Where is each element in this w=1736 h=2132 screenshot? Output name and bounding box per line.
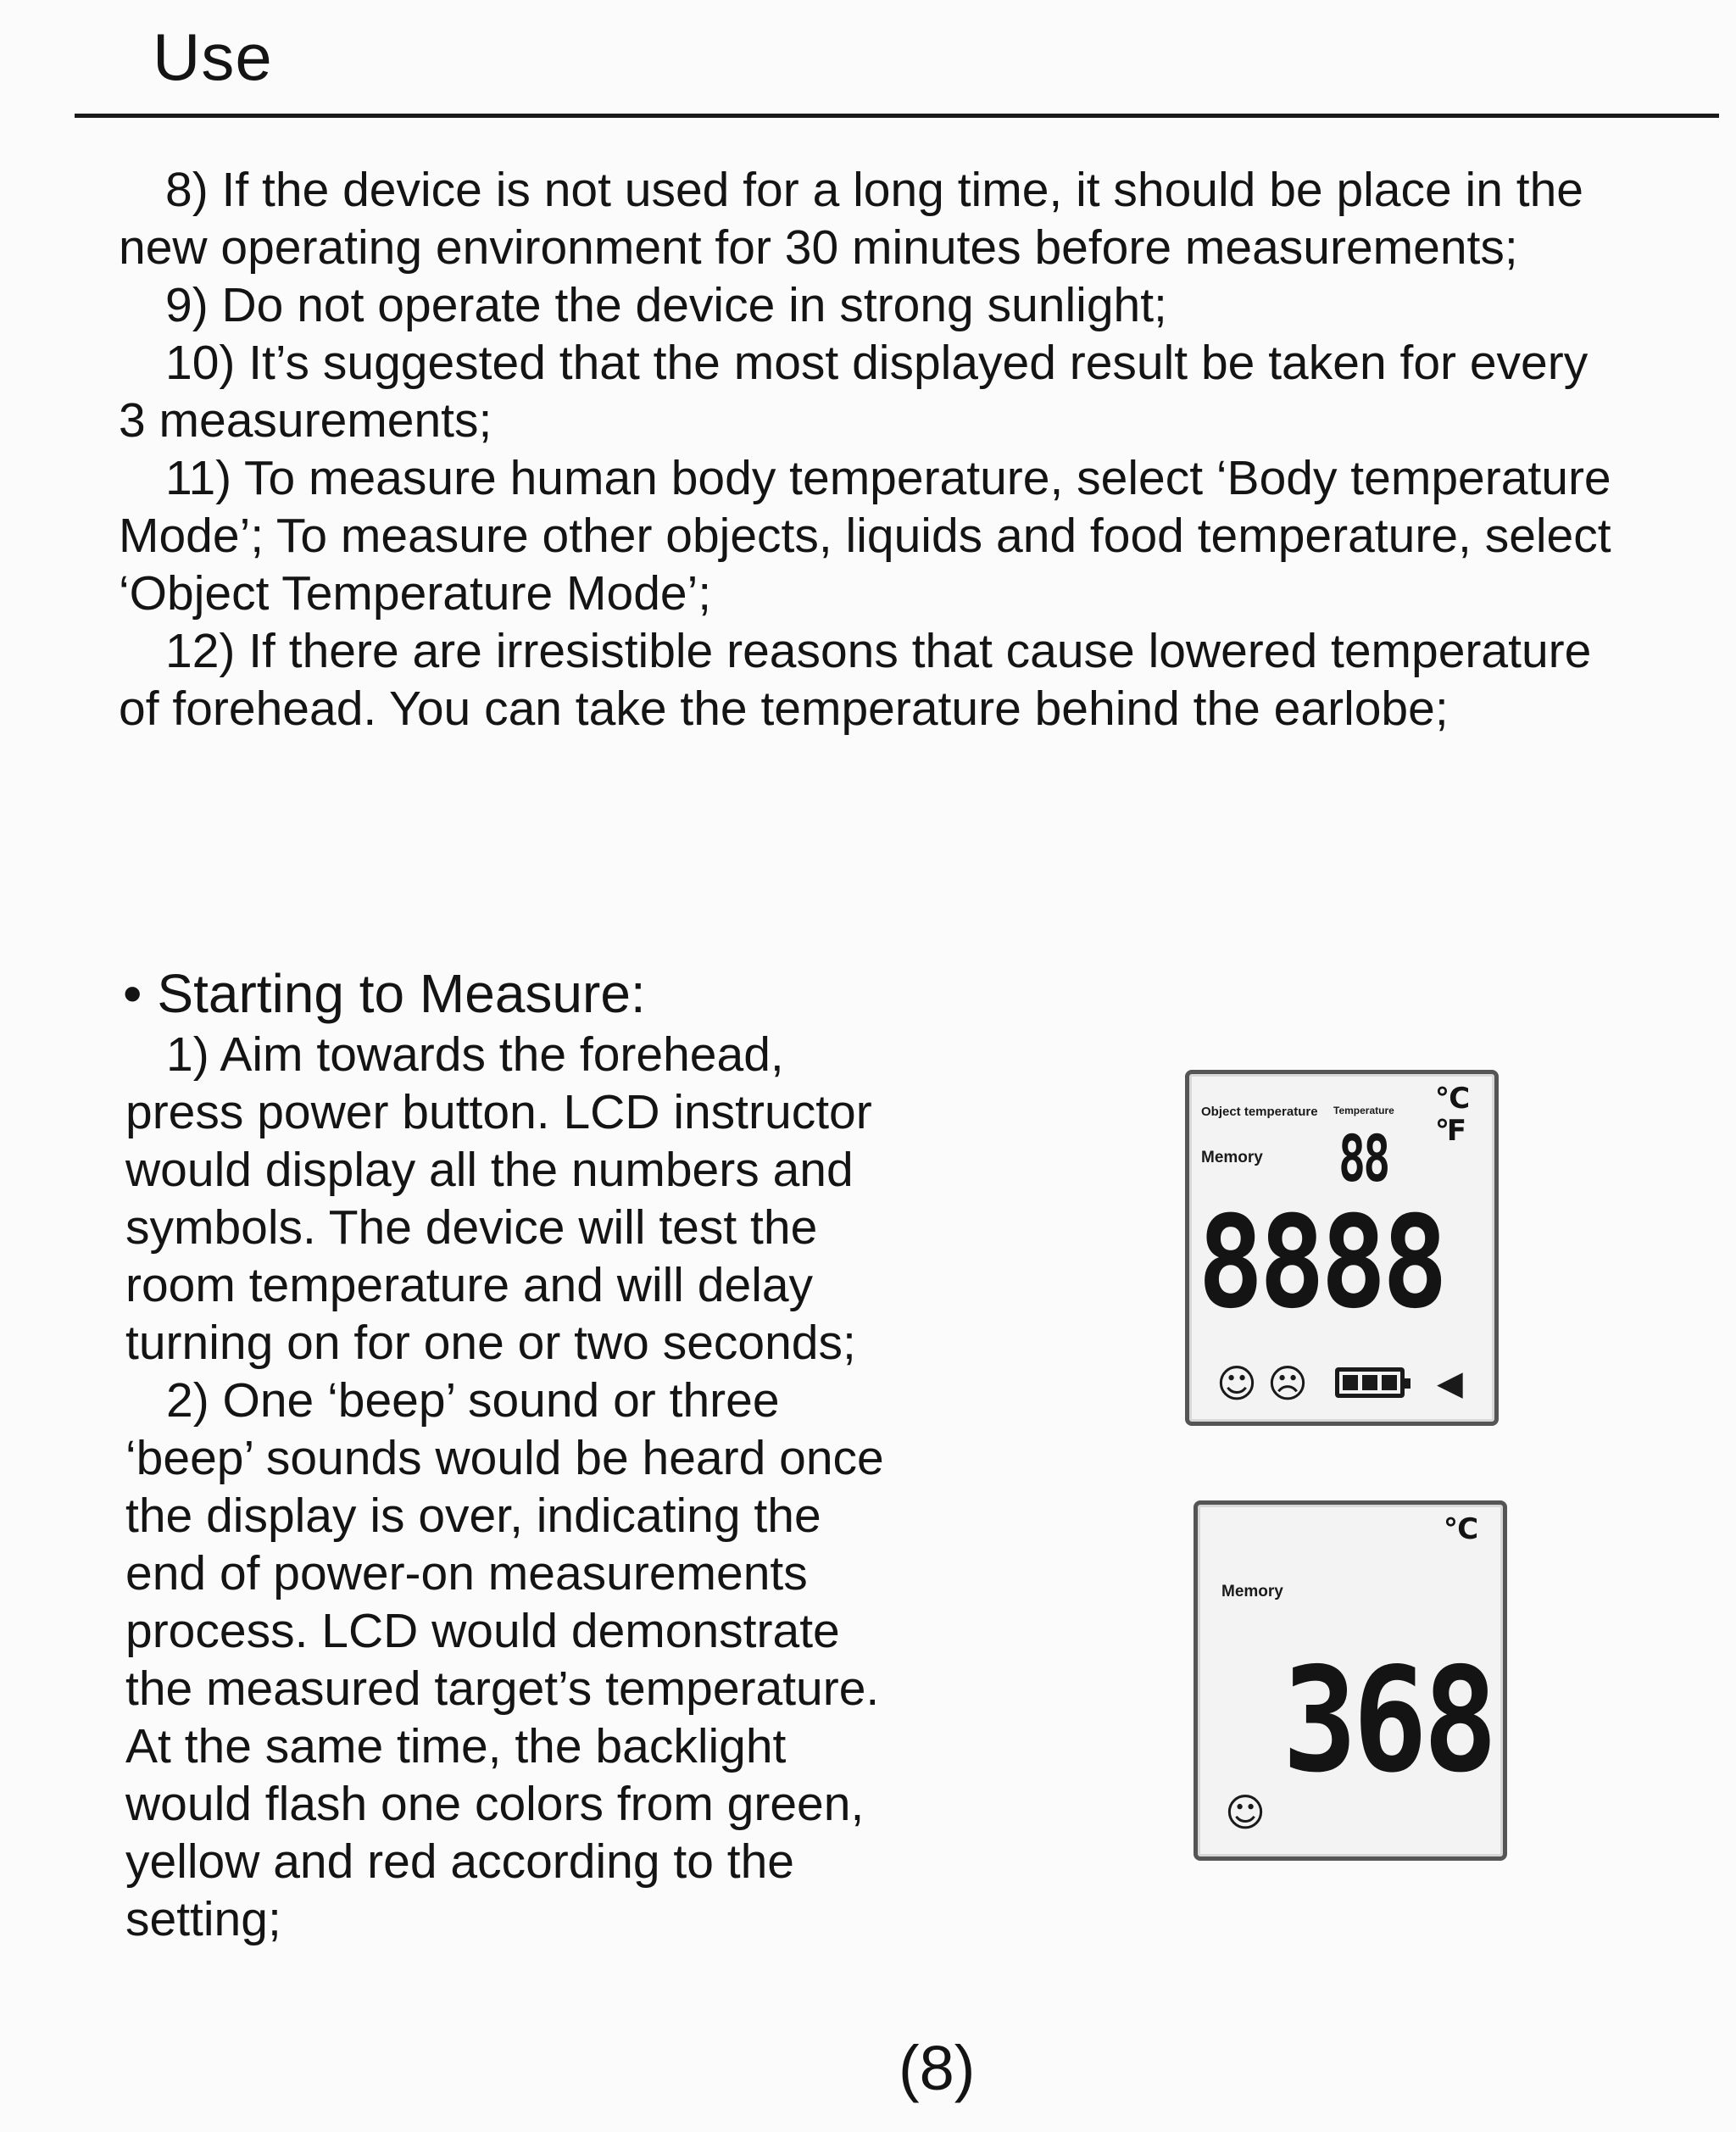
speaker-icon: ◀ xyxy=(1437,1364,1463,1403)
main-digits: 8888 xyxy=(1198,1189,1444,1337)
section-heading xyxy=(123,962,646,1025)
precautions-list xyxy=(119,161,1628,738)
frown-icon: ☹ xyxy=(1267,1361,1308,1406)
section-heading-text: Starting to Measure: xyxy=(157,963,646,1024)
celsius-icon: ℃ xyxy=(1435,1082,1471,1116)
temperature-reading: 368 xyxy=(1283,1637,1494,1805)
memory-digits: 88 xyxy=(1338,1121,1388,1196)
lcd-full-display xyxy=(1185,1070,1499,1426)
page-number: (8) xyxy=(899,2033,976,2103)
precaution-item: 10) It’s suggested that the most displayed result be taken for every 3 measurements; xyxy=(119,336,1589,448)
object-temperature-label: Object temperature xyxy=(1201,1105,1318,1119)
smiley-icon: ☺ xyxy=(1216,1361,1257,1406)
precaution-item: 9) Do not operate the device in strong sunlight; xyxy=(165,278,1167,332)
title-divider xyxy=(75,114,1719,118)
memory-label: Memory xyxy=(1221,1583,1283,1600)
precaution-item: 8) If the device is not used for a long time, it should be place in the new operating environment for 30 minutes before measurements; xyxy=(119,163,1583,275)
lcd-reading-display xyxy=(1194,1500,1507,1861)
measure-steps xyxy=(125,1026,905,1948)
bullet-icon: • xyxy=(123,963,142,1024)
temperature-label: Temperature xyxy=(1333,1105,1394,1116)
smiley-icon: ☺ xyxy=(1225,1790,1266,1835)
memory-label: Memory xyxy=(1201,1149,1263,1166)
battery-icon xyxy=(1335,1367,1405,1398)
page-title: Use xyxy=(153,19,273,94)
precaution-item: 11) To measure human body temperature, select ‘Body temperature Mode’; To measure other objects, liquids and food temperature, select ‘Object Temperature Mode’; xyxy=(119,451,1611,621)
celsius-icon: ℃ xyxy=(1444,1512,1479,1546)
precaution-item: 12) If there are irresistible reasons that cause lowered temperature of forehead. You can take the temperature behind the earlobe; xyxy=(119,624,1592,736)
step-item: 2) One ‘beep’ sound or three ‘beep’ sounds would be heard once the display is over, indicating the end of power-on measurements process. LCD would demonstrate the measured target’s temperature. At the same time, the backlight would flash one colors from green, yellow and red according to the setting; xyxy=(125,1373,884,1946)
fahrenheit-icon: ℉ xyxy=(1435,1114,1466,1148)
step-item: 1) Aim towards the forehead, press power button. LCD instructor would display all the numbers and symbols. The device will test the room temperature and will delay turning on for one or two seconds; xyxy=(125,1027,872,1370)
